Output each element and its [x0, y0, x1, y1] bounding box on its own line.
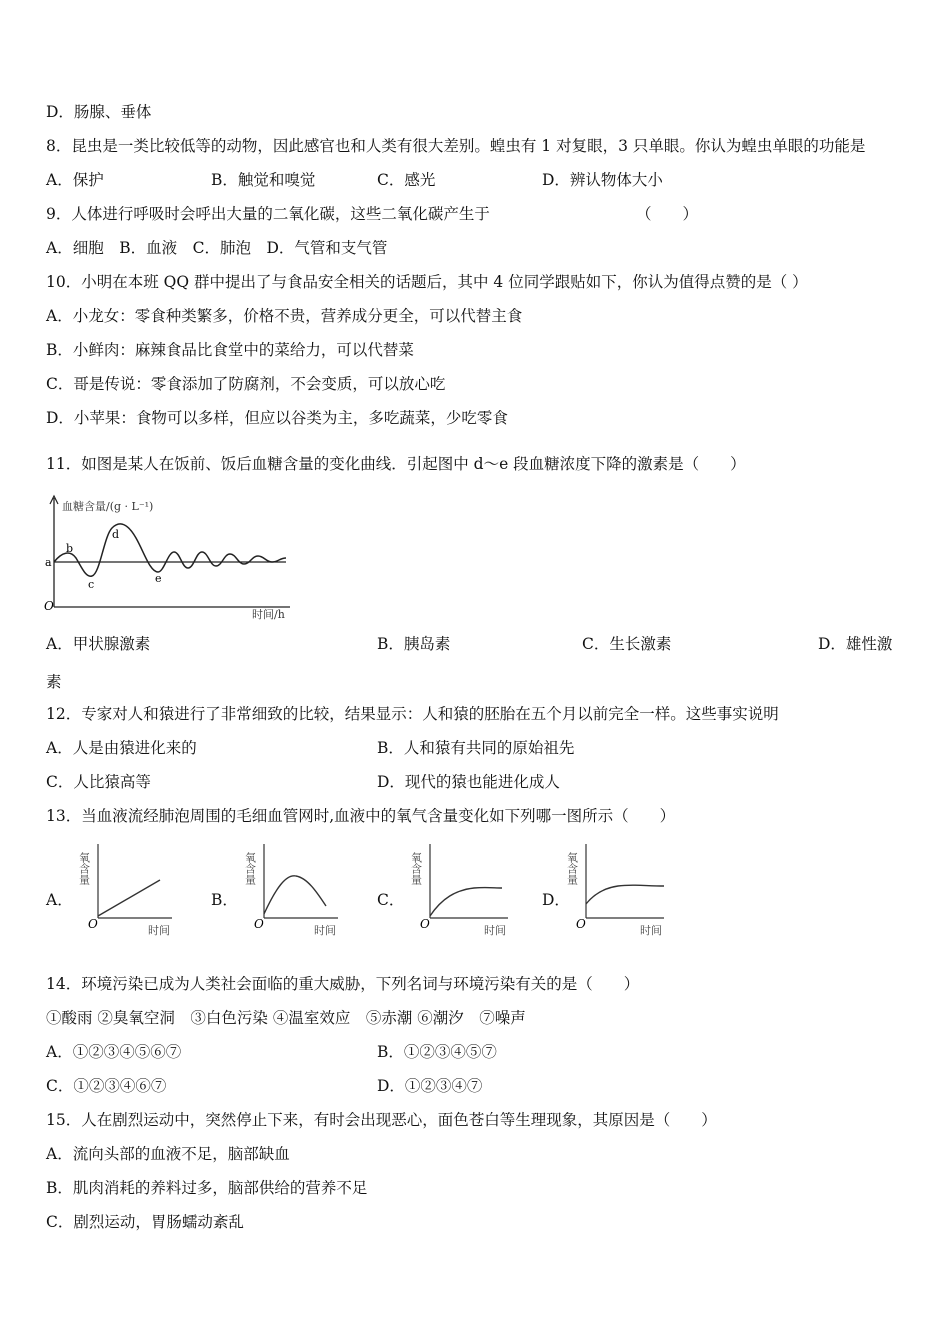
- q13-stem: 13．当血液流经肺泡周围的毛细血管网时,血液中的氧气含量变化如下列哪一图所示（ ）: [46, 807, 676, 825]
- q15-option-c: C．剧烈运动，胃肠蠕动紊乱: [46, 1213, 244, 1231]
- q8-stem: 8．昆虫是一类比较低等的动物，因此感官也和人类有很大差别。蝗虫有 1 对复眼，3 只单眼。你认为蝗虫单眼的功能是: [46, 137, 866, 155]
- q11-option-a: A．甲状腺激素: [46, 635, 151, 653]
- q12-option-d: D．现代的猿也能进化成人: [377, 773, 560, 791]
- q14-stem: 14．环境污染已成为人类社会面临的重大威胁，下列名词与环境污染有关的是（ ）: [46, 975, 640, 993]
- q10-option-b: B．小鲜肉：麻辣食品比食堂中的菜给力，可以代替菜: [46, 341, 414, 359]
- chart-xlabel: 时间/h: [252, 608, 285, 621]
- q11-option-b: B．胰岛素: [377, 635, 451, 653]
- graph-a-xlabel: 时间: [148, 924, 170, 937]
- q13-graph-d: [565, 838, 678, 938]
- q8-option-c: C．感光: [377, 171, 436, 189]
- blood-sugar-chart: [40, 492, 300, 622]
- q9-answer-paren: （ ）: [636, 205, 699, 223]
- q12-option-b: B．人和猿有共同的原始祖先: [377, 739, 575, 757]
- graph-d-origin: O: [576, 917, 586, 931]
- chart-origin: O: [44, 599, 54, 613]
- chart-label-e: e: [155, 572, 162, 585]
- q8-option-a: A．保护: [46, 171, 104, 189]
- q15-option-b: B．肌肉消耗的养料过多，脑部供给的营养不足: [46, 1179, 368, 1197]
- chart-label-a: a: [45, 556, 52, 569]
- graph-b-origin: O: [254, 917, 264, 931]
- graph-c-ylabel: 氧含量: [409, 852, 423, 885]
- graph-c-origin: O: [420, 917, 430, 931]
- q12-option-a: A．人是由猿进化来的: [46, 739, 197, 757]
- q11-stem: 11．如图是某人在饭前、饭后血糖含量的变化曲线．引起图中 d～e 段血糖浓度下降的激素是（ ）: [46, 455, 746, 473]
- chart-label-d: d: [112, 528, 120, 541]
- q13-graph-c: [409, 838, 522, 938]
- q9-stem: 9．人体进行呼吸时会呼出大量的二氧化碳，这些二氧化碳产生于: [46, 205, 490, 223]
- q13-option-d: D．: [542, 891, 570, 909]
- q7-option-d: D．肠腺、垂体: [46, 103, 152, 121]
- graph-d-ylabel: 氧含量: [565, 852, 579, 885]
- q13-option-b: B．: [211, 891, 238, 909]
- graph-a-ylabel: 氧含量: [77, 852, 91, 885]
- q13-graph-b: [243, 838, 346, 938]
- q8-option-d: D．辨认物体大小: [542, 171, 663, 189]
- q9-options: A．细胞 B．血液 C．肺泡 D．气管和支气管: [46, 239, 388, 257]
- q12-stem: 12．专家对人和猿进行了非常细致的比较，结果显示：人和猿的胚胎在五个月以前完全一样。这些事实说明: [46, 705, 779, 723]
- blood-sugar-curve: [54, 524, 286, 576]
- graph-c-xlabel: 时间: [484, 924, 506, 937]
- q14-option-c: C．①②③④⑥⑦: [46, 1077, 167, 1095]
- q11-option-d-wrap: 素: [46, 673, 62, 691]
- chart-label-c: c: [88, 578, 95, 591]
- q13-option-a: A．: [46, 891, 73, 909]
- q14-items: ①酸雨 ②臭氧空洞 ③白色污染 ④温室效应 ⑤赤潮 ⑥潮汐 ⑦噪声: [46, 1009, 526, 1027]
- graph-b-xlabel: 时间: [314, 924, 336, 937]
- graph-a-curve: [98, 880, 160, 916]
- q10-stem: 10．小明在本班 QQ 群中提出了与食品安全相关的话题后，其中 4 位同学跟贴如下，你认为值得点赞的是（ ）: [46, 273, 808, 291]
- q14-option-d: D．①②③④⑦: [377, 1077, 483, 1095]
- q13-option-c: C．: [377, 891, 405, 909]
- q15-option-a: A．流向头部的血液不足，脑部缺血: [46, 1145, 290, 1163]
- q8-option-b: B．触觉和嗅觉: [211, 171, 316, 189]
- chart-label-b: b: [66, 542, 74, 555]
- chart-ylabel: 血糖含量/(g · L⁻¹): [62, 500, 154, 513]
- q13-graph-a: [77, 838, 180, 938]
- q11-option-c: C．生长激素: [582, 635, 672, 653]
- graph-d-curve: [586, 885, 664, 904]
- graph-a-origin: O: [88, 917, 98, 931]
- q15-stem: 15．人在剧烈运动中，突然停止下来，有时会出现恶心，面色苍白等生理现象，其原因是（ ）: [46, 1111, 717, 1129]
- graph-b-curve: [264, 876, 326, 914]
- q12-option-c: C．人比猿高等: [46, 773, 151, 791]
- q14-option-b: B．①②③④⑤⑦: [377, 1043, 497, 1061]
- graph-b-ylabel: 氧含量: [243, 852, 257, 885]
- q11-option-d: D．雄性激: [818, 635, 893, 653]
- q10-option-a: A．小龙女：零食种类繁多，价格不贵，营养成分更全，可以代替主食: [46, 307, 523, 325]
- q10-option-c: C．哥是传说：零食添加了防腐剂，不会变质，可以放心吃: [46, 375, 446, 393]
- q10-option-d: D．小苹果：食物可以多样，但应以谷类为主，多吃蔬菜，少吃零食: [46, 409, 508, 427]
- graph-c-curve: [430, 888, 502, 916]
- q14-option-a: A．①②③④⑤⑥⑦: [46, 1043, 182, 1061]
- graph-d-xlabel: 时间: [640, 924, 662, 937]
